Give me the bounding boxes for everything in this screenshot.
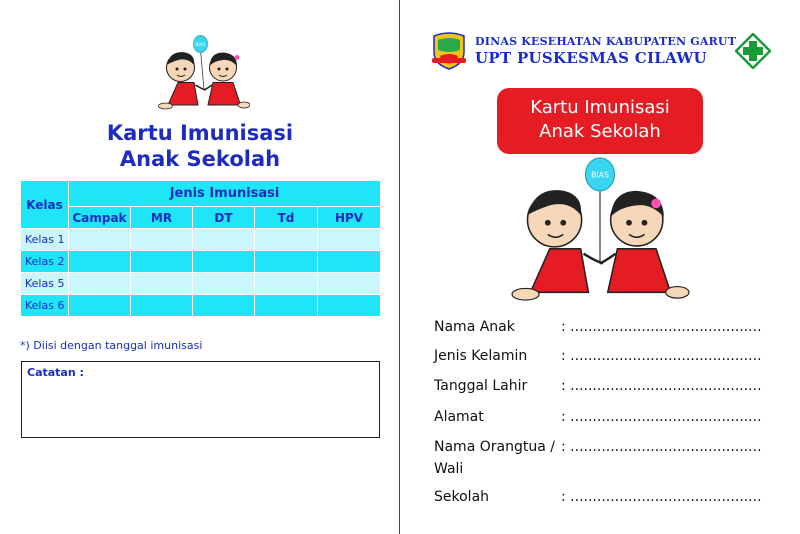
header-mr: MR xyxy=(131,207,193,229)
table-cell[interactable] xyxy=(131,251,193,273)
field-label: Tanggal Lahir xyxy=(434,378,528,394)
org-clinic-name: UPT PUSKESMAS CILAWU xyxy=(475,49,707,67)
header-campak: Campak xyxy=(69,207,131,229)
row-label: Kelas 1 xyxy=(21,229,69,251)
table-cell[interactable] xyxy=(193,229,255,251)
field-label: Nama Anak xyxy=(434,319,515,335)
table-cell[interactable] xyxy=(318,229,381,251)
field-blank[interactable]: : ........................................... xyxy=(561,378,762,394)
card-title-left xyxy=(0,120,400,172)
table-cell[interactable] xyxy=(255,251,318,273)
balloon-label: BIAS xyxy=(195,43,206,48)
table-cell[interactable] xyxy=(131,229,193,251)
children-balloon-illustration xyxy=(158,35,250,110)
header-hpv: HPV xyxy=(318,207,381,229)
garut-regency-logo-icon xyxy=(430,30,468,70)
org-department-name: DINAS KESEHATAN KABUPATEN GARUT xyxy=(475,35,737,48)
header-kelas: Kelas xyxy=(21,181,69,229)
table-row xyxy=(21,273,381,295)
header-jenis-imunisasi: Jenis Imunisasi xyxy=(69,181,381,207)
table-cell[interactable] xyxy=(193,273,255,295)
field-label: Sekolah xyxy=(434,489,490,505)
row-label: Kelas 5 xyxy=(21,273,69,295)
table-cell[interactable] xyxy=(69,295,131,317)
table-cell[interactable] xyxy=(193,251,255,273)
title-line-2: Anak Sekolah xyxy=(539,121,661,142)
title-line-2: Anak Sekolah xyxy=(119,147,281,171)
header-dt: DT xyxy=(193,207,255,229)
table-row xyxy=(21,229,381,251)
table-cell[interactable] xyxy=(255,273,318,295)
row-label: Kelas 6 xyxy=(21,295,69,317)
table-cell[interactable] xyxy=(193,295,255,317)
title-line-1: Kartu Imunisasi xyxy=(530,97,670,118)
immunization-table xyxy=(20,180,381,317)
field-label: Alamat xyxy=(434,409,484,425)
table-cell[interactable] xyxy=(318,273,381,295)
row-label: Kelas 2 xyxy=(21,251,69,273)
card-front-page xyxy=(400,0,800,534)
children-balloon-illustration xyxy=(504,157,696,302)
table-cell[interactable] xyxy=(131,295,193,317)
field-blank[interactable]: : ........................................... xyxy=(561,319,762,335)
table-cell[interactable] xyxy=(255,229,318,251)
table-cell[interactable] xyxy=(69,251,131,273)
title-line-1: Kartu Imunisasi xyxy=(106,121,294,145)
field-blank[interactable]: : ........................................... xyxy=(561,489,762,505)
table-row xyxy=(21,295,381,317)
table-cell[interactable] xyxy=(69,273,131,295)
table-row xyxy=(21,251,381,273)
field-blank[interactable]: : ........................................... xyxy=(561,409,762,425)
field-label: Nama Orangtua / Wali xyxy=(434,439,555,477)
field-label: Jenis Kelamin xyxy=(434,348,528,364)
footnote: *) Diisi dengan tanggal imunisasi xyxy=(20,339,203,352)
header-td: Td xyxy=(255,207,318,229)
balloon-label: BIAS xyxy=(591,170,609,180)
table-cell[interactable] xyxy=(318,251,381,273)
table-cell[interactable] xyxy=(131,273,193,295)
notes-label: Catatan : xyxy=(27,366,84,379)
field-blank[interactable]: : ........................................... xyxy=(561,439,762,455)
notes-box[interactable] xyxy=(21,361,380,438)
table-cell[interactable] xyxy=(255,295,318,317)
puskesmas-cross-logo-icon xyxy=(735,33,771,69)
card-title-box xyxy=(497,88,703,154)
table-cell[interactable] xyxy=(69,229,131,251)
table-cell[interactable] xyxy=(318,295,381,317)
field-nama-orangtua[interactable] xyxy=(434,436,774,480)
field-blank[interactable]: : ........................................... xyxy=(561,348,762,364)
